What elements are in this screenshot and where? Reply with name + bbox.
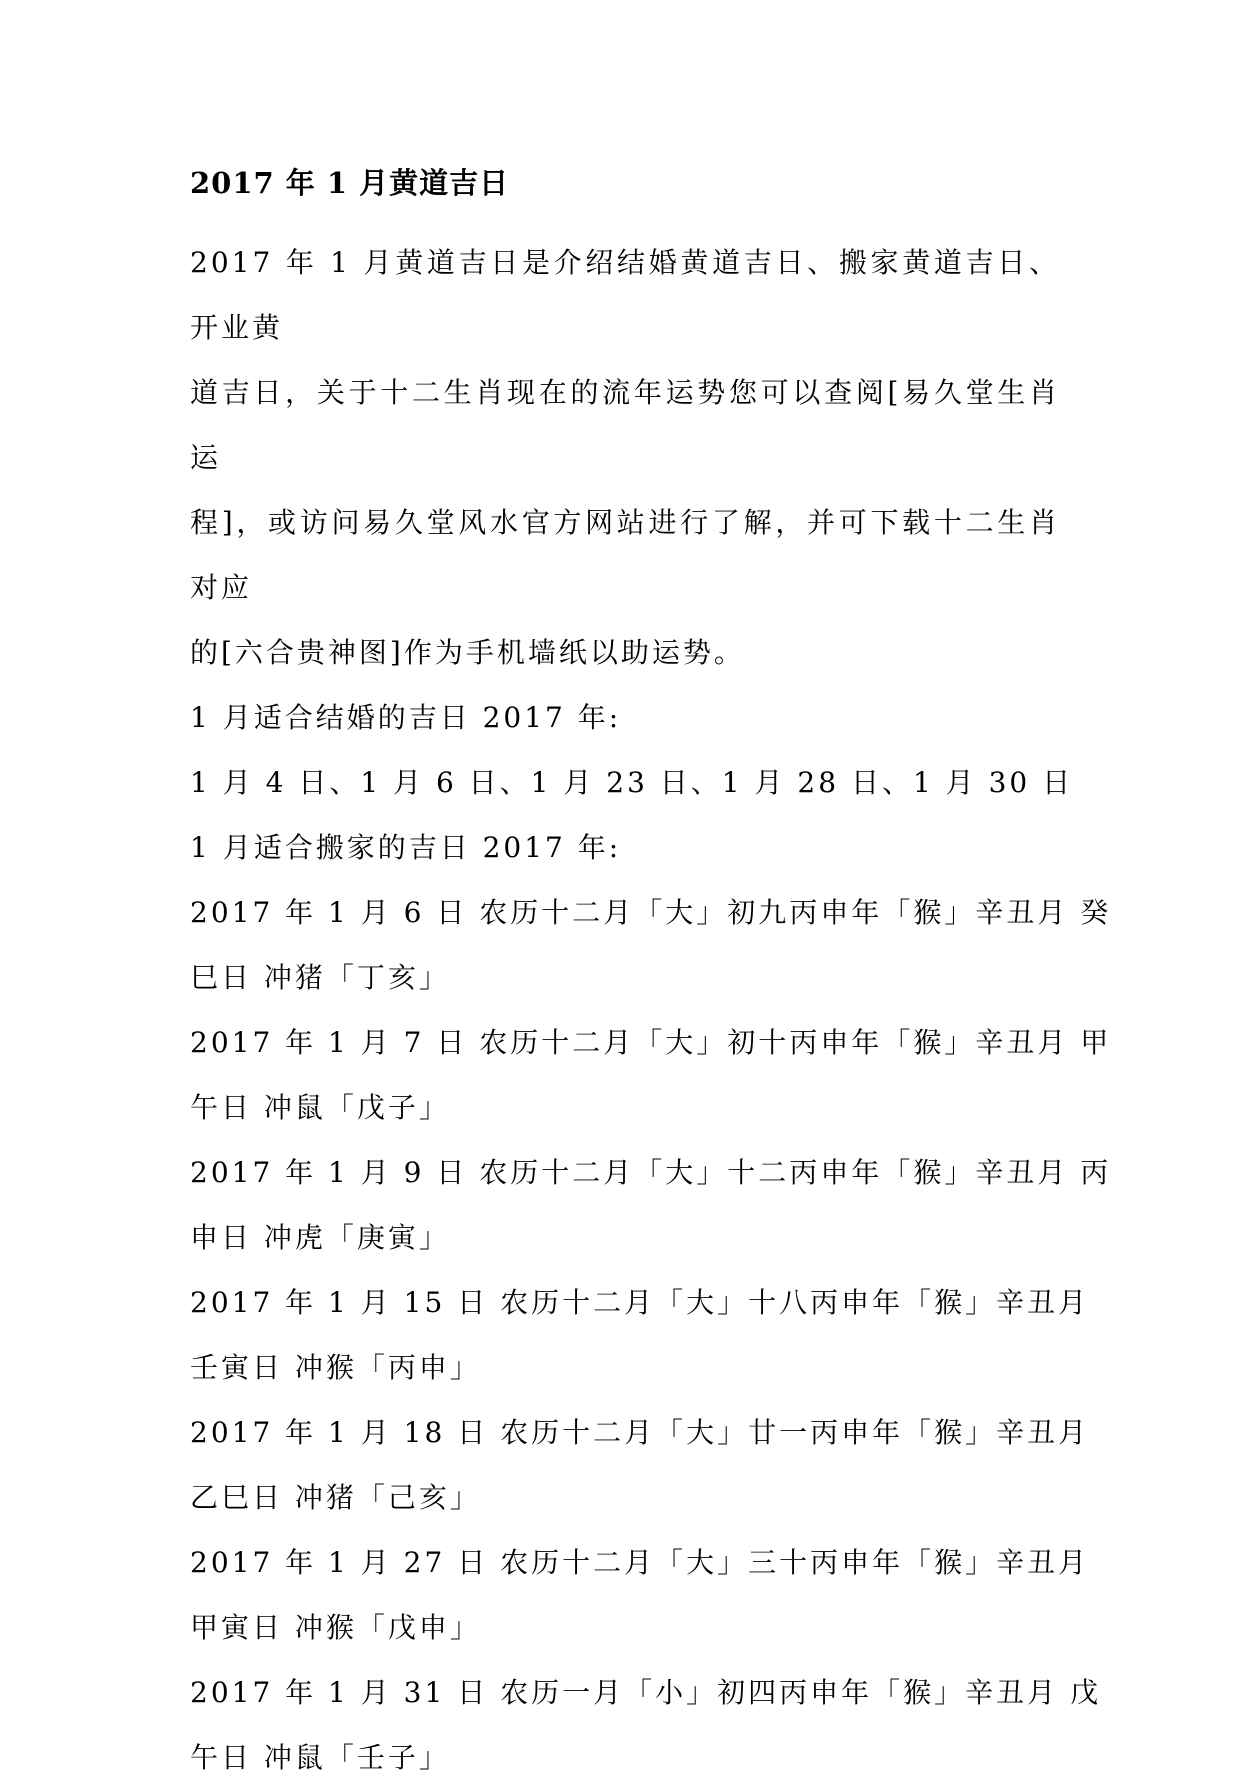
entry-ganzhi: 丙申年「猴」辛丑月 — [789, 1156, 1069, 1189]
entry-lunar: 农历一月「小」初四 — [500, 1676, 780, 1709]
entry-ganzhi: 丙申年「猴」辛丑月 — [789, 1026, 1069, 1059]
entry-lunar: 农历十二月「大」十二 — [479, 1156, 790, 1189]
entry-lunar: 农历十二月「大」初十 — [479, 1026, 790, 1059]
intro-line: 程]，或访问易久堂风水官方网站进行了解，并可下载十二生肖对应 — [190, 506, 1060, 604]
entry-date: 2017 年 1 月 27 日 — [190, 1546, 489, 1579]
wedding-heading: 1 月适合结婚的吉日 2017 年: — [190, 701, 622, 734]
intro-line: 2017 年 1 月黄道吉日是介绍结婚黄道吉日、搬家黄道吉日、开业黄 — [190, 246, 1060, 344]
entry-day-prefix: 甲 — [1080, 1026, 1112, 1059]
entry-line — [190, 1140, 1112, 1205]
moving-entry — [190, 1400, 1090, 1530]
entry-date: 2017 年 1 月 7 日 — [190, 1026, 468, 1059]
entry-date: 2017 年 1 月 9 日 — [190, 1156, 468, 1189]
entry-day-prefix: 癸 — [1080, 896, 1112, 929]
entry-line — [190, 1010, 1112, 1075]
intro-line: 道吉日，关于十二生肖现在的流年运势您可以查阅[易久堂生肖运 — [190, 376, 1060, 474]
entry-ganzhi: 丙申年「猴」辛丑月 — [810, 1416, 1090, 1449]
entry-date: 2017 年 1 月 18 日 — [190, 1416, 489, 1449]
wedding-section — [190, 685, 1074, 815]
entry-conflict: 申日 冲虎「庚寅」 — [190, 1221, 450, 1254]
entry-lunar: 农历十二月「大」廿一 — [500, 1416, 811, 1449]
document-body — [190, 230, 1112, 1790]
entry-date: 2017 年 1 月 15 日 — [190, 1286, 489, 1319]
entry-line — [190, 1270, 1090, 1335]
entry-conflict: 午日 冲鼠「戊子」 — [190, 1091, 450, 1124]
entry-conflict: 午日 冲鼠「壬子」 — [190, 1741, 450, 1774]
wedding-dates: 1 月 4 日、1 月 6 日、1 月 23 日、1 月 28 日、1 月 30 日 — [190, 766, 1074, 799]
moving-entry — [190, 1270, 1090, 1400]
entry-date: 2017 年 1 月 6 日 — [190, 896, 468, 929]
entry-ganzhi: 丙申年「猴」辛丑月 — [779, 1676, 1059, 1709]
entry-line — [190, 1400, 1090, 1465]
entry-date: 2017 年 1 月 31 日 — [190, 1676, 489, 1709]
moving-section — [190, 815, 1112, 1790]
entry-day-prefix: 戊 — [1070, 1676, 1102, 1709]
entry-day-prefix: 丙 — [1080, 1156, 1112, 1189]
entry-conflict: 巳日 冲猪「丁亥」 — [190, 961, 450, 994]
entry-line — [190, 1530, 1090, 1595]
moving-entry — [190, 1140, 1112, 1270]
moving-entry — [190, 1530, 1090, 1660]
entry-conflict: 甲寅日 冲猴「戊申」 — [190, 1611, 481, 1644]
entry-ganzhi: 丙申年「猴」辛丑月 — [789, 896, 1069, 929]
entry-line — [190, 1660, 1102, 1725]
moving-entry — [190, 1010, 1112, 1140]
entry-ganzhi: 丙申年「猴」辛丑月 — [810, 1286, 1090, 1319]
moving-heading: 1 月适合搬家的吉日 2017 年: — [190, 831, 622, 864]
intro-paragraph — [190, 230, 1060, 685]
entry-conflict: 壬寅日 冲猴「丙申」 — [190, 1351, 481, 1384]
entry-conflict: 乙巳日 冲猪「己亥」 — [190, 1481, 481, 1514]
entry-lunar: 农历十二月「大」初九 — [479, 896, 790, 929]
entry-ganzhi: 丙申年「猴」辛丑月 — [810, 1546, 1090, 1579]
moving-entry — [190, 1660, 1102, 1790]
moving-entry — [190, 880, 1112, 1010]
entry-lunar: 农历十二月「大」三十 — [500, 1546, 811, 1579]
document-title: 2017 年 1 月黄道吉日 — [190, 166, 510, 200]
intro-line: 的[六合贵神图]作为手机墙纸以助运势。 — [190, 636, 745, 669]
entry-line — [190, 880, 1112, 945]
entry-lunar: 农历十二月「大」十八 — [500, 1286, 811, 1319]
